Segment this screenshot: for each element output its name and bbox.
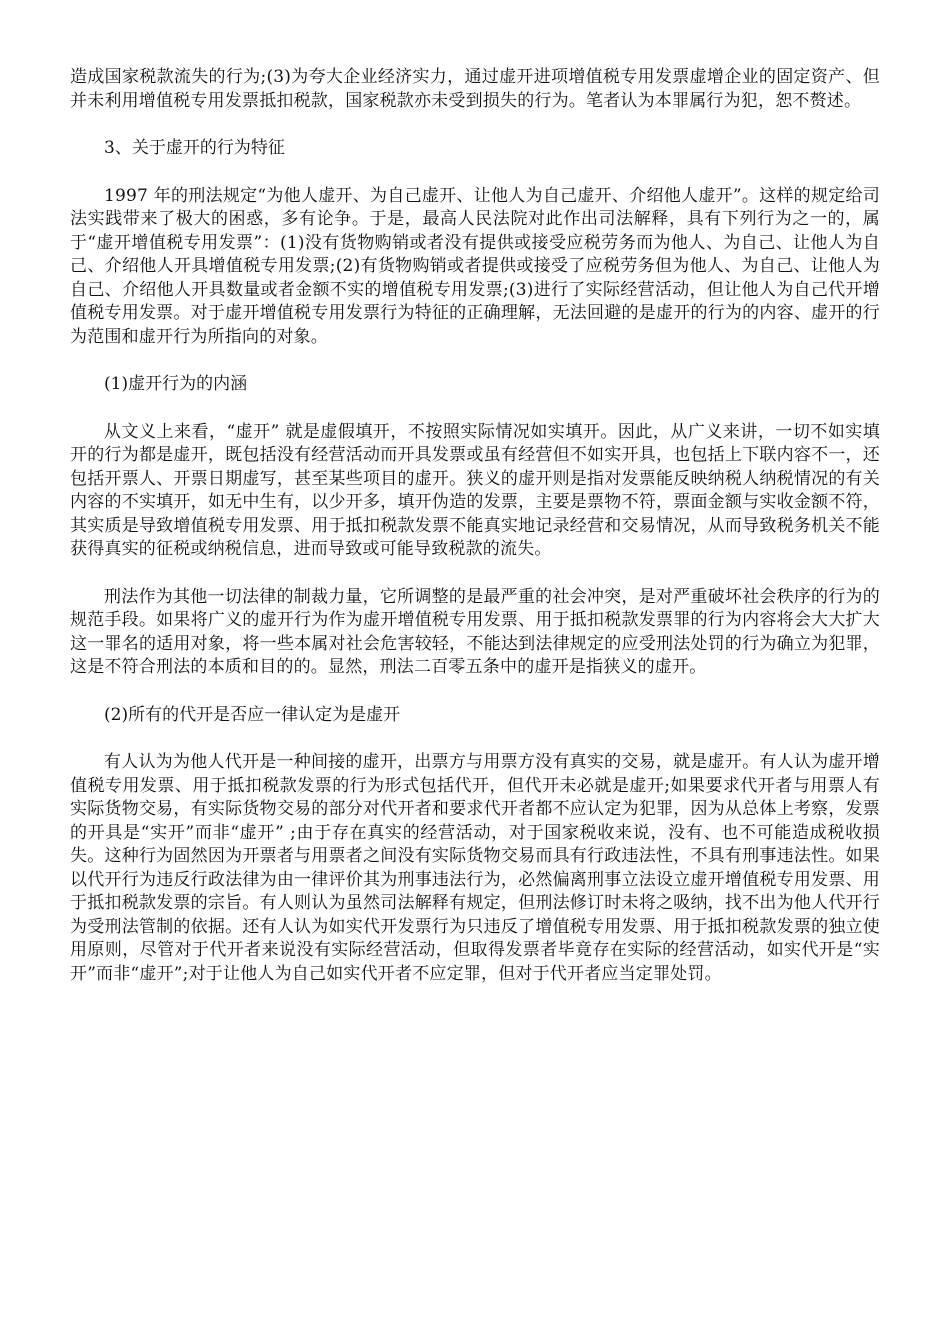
section-heading: 3、关于虚开的行为特征 <box>104 138 285 158</box>
paragraph: 刑法作为其他一切法律的制裁力量，它所调整的是最严重的社会冲突，是对严重破坏社会秩序的行为的规范手段。如果将广义的虚开行为作为虚开增值税专用发票、用于抵扣税款发票罪的行为内容将会大大扩大这一罪名的适用对象，将一些本属对社会危害较轻，不能达到法律规定的应受刑法处罚的行为确立为犯罪，这是不符合刑法的本质和目的的。显然，刑法二百零五条中的虚开是指狭义的虚开。 <box>70 586 880 677</box>
paragraph: 1997 年的刑法规定“为他人虚开、为自己虚开、让他人为自己虚开、介绍他人虚开”。这样的规定给司法实践带来了极大的困惑，多有论争。于是，最高人民法院对此作出司法解释，具有下列行为之一的，属于“虚开增值税专用发票”：(1)没有货物购销或者没有提供或接受应税劳务而为他人、为自己、让他人为自己、介绍他人开具增值税专用发票;(2)有货物购销或者提供或接受了应税劳务但为他人、为自己、让他人为自己、介绍他人开具数量或者金额不实的增值税专用发票;(3)进行了实际经营活动，但让他人为自己代开增值税专用发票。对于虚开增值税专用发票行为特征的正确理解，无法回避的是虚开的行为的内容、虚开的行为范围和虚开行为所指向的对象。 <box>70 185 880 347</box>
subsection-heading: (1)虚开行为的内涵 <box>104 374 248 394</box>
document-page <box>70 66 880 1010</box>
subsection-heading: (2)所有的代开是否应一律认定为是虚开 <box>104 704 401 725</box>
paragraph-continued: 造成国家税款流失的行为;(3)为夸大企业经济实力，通过虚开进项增值税专用发票虚增企业的固定资产、但并未利用增值税专用发票抵扣税款，国家税款亦未受到损失的行为。笔者认为本罪属行为犯，恕不赘述。 <box>70 67 880 111</box>
paragraph: 有人认为为他人代开是一种间接的虚开，出票方与用票方没有真实的交易，就是虚开。有人认为虚开增值税专用发票、用于抵扣税款发票的行为形式包括代开，但代开未必就是虚开;如果要求代开者与用票人有实际货物交易，有实际货物交易的部分对代开者和要求代开者都不应认定为犯罪，因为从总体上考察，发票的开具是“实开”而非“虚开” ;由于存在真实的经营活动，对于国家税收来说，没有、也不可能造成税收损失。这种行为固然因为开票者与用票者之间没有实际货物交易而具有行政违法性，不具有刑事违法性。如果以代开行为违反行政法律为由一律评价其为刑事违法行为，必然偏离刑事立法设立虚开增值税专用发票、用于抵扣税款发票的宗旨。有人则认为虽然司法解释有规定，但刑法修订时未将之吸纳，找不出为他人代开行为受刑法管制的依据。还有人认为如实代开发票行为只违反了增值税专用发票、用于抵扣税款发票的独立使用原则，尽管对于代开者来说没有实际经营活动，但取得发票者毕竟存在实际的经营活动，如实代开是“实开”而非“虚开”;对于让他人为自己如实代开者不应定罪，但对于代开者应当定罪处罚。 <box>70 752 880 984</box>
paragraph: 从文义上来看，“虚开” 就是虚假填开，不按照实际情况如实填开。因此，从广义来讲，一切不如实填开的行为都是虚开，既包括没有经营活动而开具发票或虽有经营但不如实开具，也包括上下联内容不一，还包括开票人、开票日期虚写，甚至某些项目的虚开。狭义的虚开则是指对发票能反映纳税人纳税情况的有关内容的不实填开，如无中生有，以少开多，填开伪造的发票，主要是票物不符，票面金额与实收金额不符，其实质是导致增值税专用发票、用于抵扣税款发票不能真实地记录经营和交易情况，从而导致税务机关不能获得真实的征税或纳税信息，进而导致或可能导致税款的流失。 <box>70 421 880 559</box>
